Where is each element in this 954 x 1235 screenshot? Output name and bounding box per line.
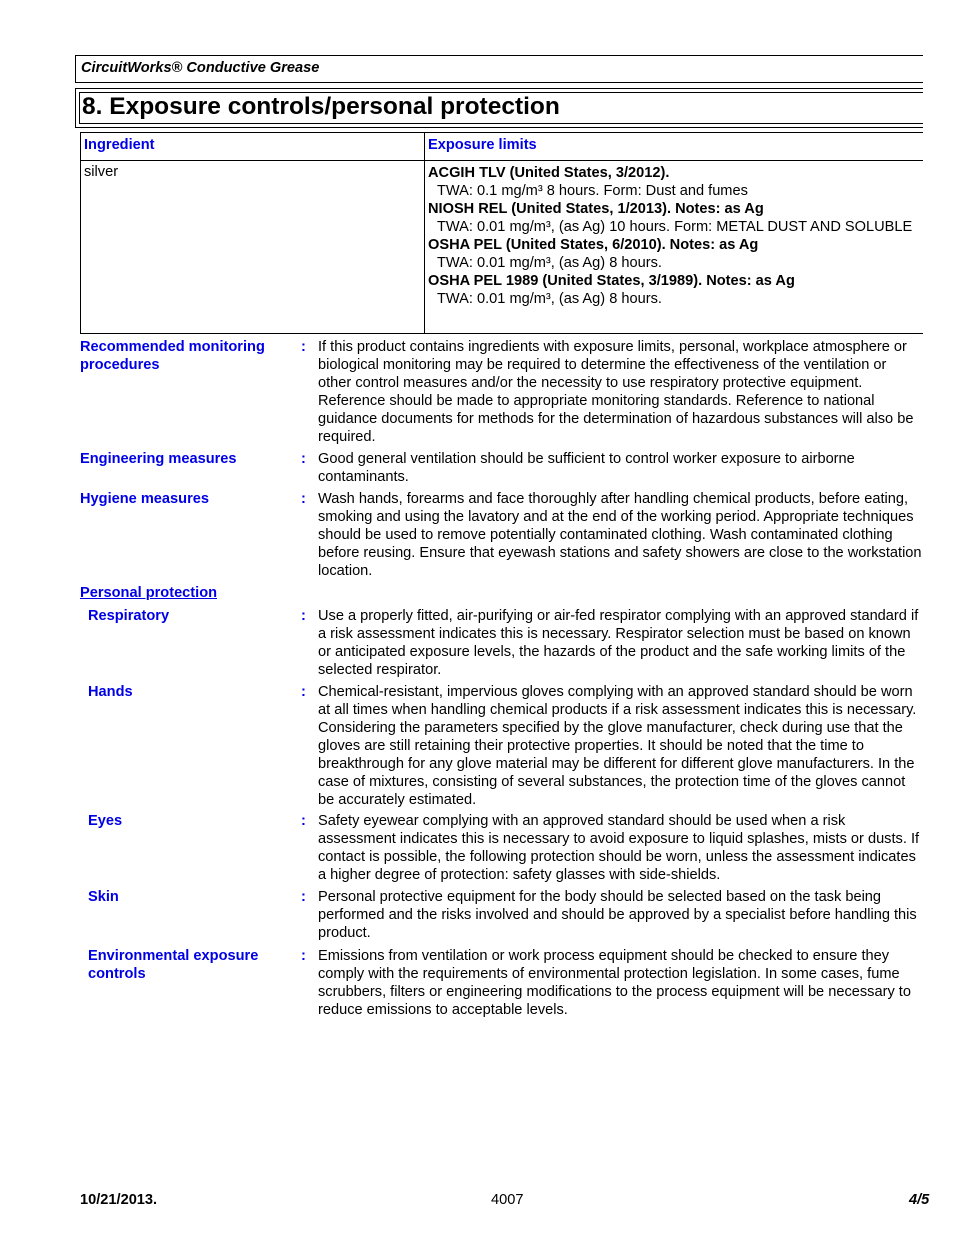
eyes-label: Eyes	[88, 813, 123, 829]
monitoring-text: If this product contains ingredients with exposure limits, personal, workplace atmosphere or biological monitoring may be required to determine the effectiveness of the ventilation or other control measures and/or the necessity to use respiratory protective equipment. Reference should be made to appropriate monitoring standards. Reference to national guidance documents for methods for the determination of hazardous substances will also be required.	[318, 339, 914, 445]
limit-heading: ACGIH TLV (United States, 3/2012).	[428, 165, 670, 181]
exposure-limits-list	[428, 164, 918, 308]
colon-separator: :	[301, 491, 306, 507]
colon-separator: :	[301, 889, 306, 905]
limit-detail: TWA: 0.1 mg/m³ 8 hours. Form: Dust and fumes	[437, 183, 748, 199]
section-title: 8. Exposure controls/personal protection	[82, 93, 560, 120]
column-header-ingredient: Ingredient	[84, 137, 155, 153]
respiratory-label: Respiratory	[88, 608, 170, 624]
colon-separator: :	[301, 684, 306, 700]
hands-text: Chemical-resistant, impervious gloves complying with an approved standard should be worn at all times when handling chemical products if a risk assessment indicates this is necessary. Considering the parameters specified by the glove manufacturer, check during use that the gloves are still retaining their protective properties. It should be noted that the time to breakthrough for any glove material may be different for different glove manufacturers. In the case of mixtures, consisting of several substances, the protection time of the gloves cannot be accurately estimated.	[318, 684, 917, 808]
colon-separator: :	[301, 451, 306, 467]
limit-detail: TWA: 0.01 mg/m³, (as Ag) 8 hours.	[437, 291, 662, 307]
limit-detail: TWA: 0.01 mg/m³, (as Ag) 10 hours. Form: METAL DUST AND SOLUBLE	[437, 219, 913, 235]
footer-page-number: 4/5	[909, 1192, 930, 1208]
engineering-text: Good general ventilation should be sufficient to control worker exposure to airborne contaminants.	[318, 451, 855, 485]
hands-label: Hands	[88, 684, 133, 700]
exposure-limits-table	[80, 132, 923, 334]
product-name: CircuitWorks® Conductive Grease	[81, 60, 320, 76]
product-header	[75, 55, 923, 83]
hygiene-text: Wash hands, forearms and face thoroughly after handling chemical products, before eating, smoking and using the lavatory and at the end of the working period. Appropriate techniques should be used to remove potentially contaminated clothing. Wash contaminated clothing before reusing. Ensure that eyewash stations and safety showers are close to the workstation location.	[318, 491, 922, 579]
engineering-label: Engineering measures	[80, 451, 237, 467]
environmental-text: Emissions from ventilation or work process equipment should be checked to ensure they comply with the requirements of environmental protection legislation. In some cases, fume scrubbers, filters or engineering modifications to the process equipment will be necessary to reduce emissions to acceptable levels.	[318, 948, 911, 1018]
limit-heading: OSHA PEL (United States, 6/2010). Notes: as Ag	[428, 237, 759, 253]
limit-detail: TWA: 0.01 mg/m³, (as Ag) 8 hours.	[437, 255, 662, 271]
column-header-exposure-limits: Exposure limits	[428, 137, 537, 153]
table-header-divider	[81, 160, 923, 161]
respiratory-text: Use a properly fitted, air-purifying or air-fed respirator complying with an approved standard if a risk assessment indicates this is necessary. Respirator selection must be based on known or anticipated exposure levels, the hazards of the product and the safe working limits of the selected respirator.	[318, 608, 919, 678]
monitoring-label: Recommended monitoring procedures	[80, 339, 265, 373]
personal-protection-heading: Personal protection	[80, 585, 218, 601]
ingredient-name: silver	[84, 164, 119, 180]
hygiene-label: Hygiene measures	[80, 491, 209, 507]
colon-separator: :	[301, 948, 306, 964]
limit-heading: OSHA PEL 1989 (United States, 3/1989). Notes: as Ag	[428, 273, 795, 289]
limit-heading: NIOSH REL (United States, 1/2013). Notes: as Ag	[428, 201, 764, 217]
colon-separator: :	[301, 339, 306, 355]
skin-label: Skin	[88, 889, 119, 905]
footer-date: 10/21/2013.	[80, 1192, 158, 1208]
table-column-divider	[424, 133, 425, 333]
footer-document-code: 4007	[491, 1192, 524, 1208]
colon-separator: :	[301, 813, 306, 829]
colon-separator: :	[301, 608, 306, 624]
environmental-label: Environmental exposure controls	[88, 948, 259, 982]
eyes-text: Safety eyewear complying with an approved standard should be used when a risk assessment indicates this is necessary to avoid exposure to liquid splashes, mists or dusts. If contact is possible, the following protection should be worn, unless the assessment indicates a higher degree of protection: safety glasses with side-shields.	[318, 813, 920, 883]
section-header	[75, 88, 923, 128]
skin-text: Personal protective equipment for the body should be selected based on the task being performed and the risks involved and should be approved by a specialist before handling this product.	[318, 889, 917, 941]
